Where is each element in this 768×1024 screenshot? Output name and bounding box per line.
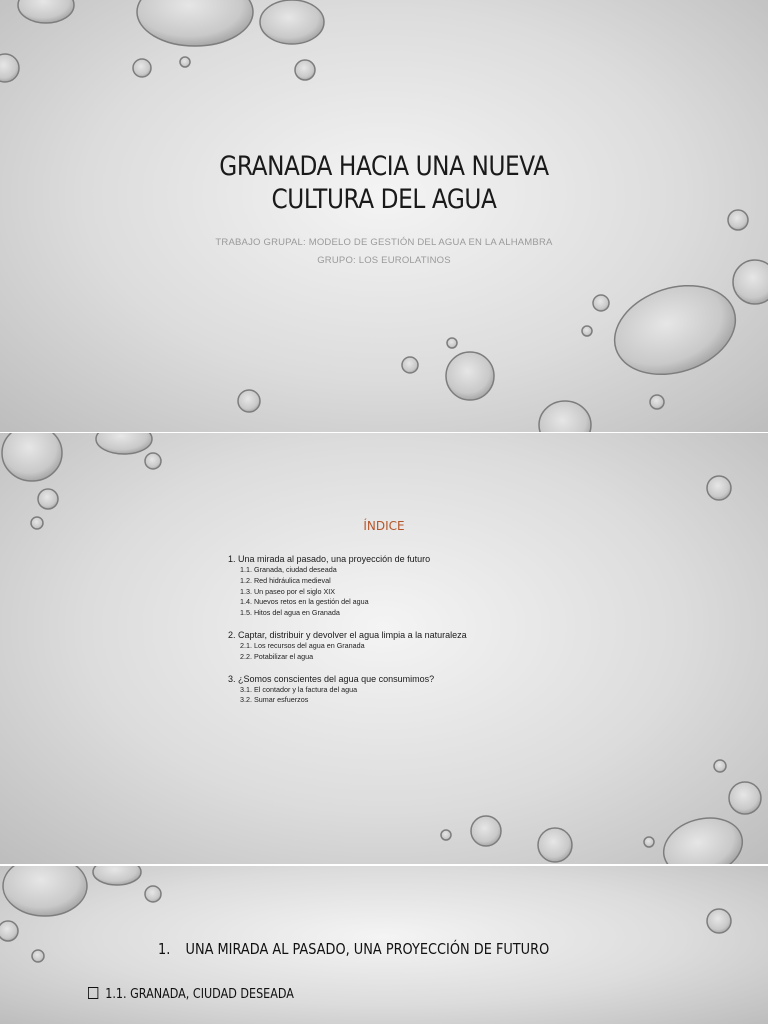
toc-item: 1.5. Hitos del agua en Granada — [240, 608, 340, 618]
toc-item: 3.2. Sumar esfuerzos — [240, 695, 309, 705]
water-drop — [644, 837, 654, 847]
section-number: 1. — [158, 940, 171, 958]
water-drop — [295, 60, 315, 80]
water-drop — [707, 476, 731, 500]
water-drop — [133, 59, 151, 77]
toc-section-title: 3. ¿Somos conscientes del agua que consumimos? — [228, 673, 435, 684]
title-line: CULTURA DEL AGUA — [271, 184, 497, 215]
water-drop — [96, 433, 152, 454]
water-drop — [93, 866, 141, 885]
water-drop — [2, 433, 62, 481]
toc-item: 2.2. Potabilizar el agua — [240, 651, 314, 661]
toc-item: 1.1. Granada, ciudad deseada — [240, 565, 337, 574]
table-of-contents — [228, 553, 558, 716]
toc-item: 2.1. Los recursos del agua en Granada — [240, 640, 365, 650]
section-slide — [0, 866, 768, 1024]
index-slide — [0, 433, 768, 864]
title-line: GRANADA HACIA UNA NUEVA — [219, 151, 549, 182]
water-drop — [18, 0, 74, 23]
toc-section-title: 2. Captar, distribuir y devolver el agua limpia a la naturaleza — [228, 629, 467, 640]
section-heading — [158, 940, 549, 958]
water-drop — [0, 54, 19, 82]
water-drop — [145, 453, 161, 469]
water-drop — [539, 401, 591, 432]
water-drop — [441, 830, 451, 840]
toc-item: 1.4. Nuevos retos en la gestión del agua — [240, 597, 369, 607]
subtitle-line: GRUPO: LOS EUROLATINOS — [317, 255, 451, 266]
water-drop — [260, 0, 324, 44]
section-title: UNA MIRADA AL PASADO, UNA PROYECCIÓN DE FUTURO — [185, 940, 550, 958]
water-drop — [0, 921, 18, 941]
water-drop — [707, 909, 731, 933]
water-drop — [402, 357, 418, 373]
toc-section-title: 1. Una mirada al pasado, una proyección de futuro — [228, 554, 431, 564]
water-drop — [137, 0, 253, 46]
water-drop — [3, 866, 87, 916]
water-drop — [38, 489, 58, 509]
toc-item: 3.1. El contador y la factura del agua — [240, 684, 358, 694]
toc-item: 1.3. Un paseo por el siglo XIX — [240, 586, 336, 596]
water-drop — [32, 950, 44, 962]
water-drop — [603, 271, 747, 389]
index-heading: ÍNDICE — [363, 519, 405, 533]
title-slide — [0, 0, 768, 432]
presentation-title — [54, 150, 714, 216]
water-drop — [650, 395, 664, 409]
water-drop — [728, 210, 748, 230]
water-drop — [582, 326, 592, 336]
water-drop — [471, 816, 501, 846]
checkbox-bullet-icon — [88, 987, 98, 999]
subsection-bullet — [88, 987, 294, 1002]
water-drop — [145, 886, 161, 902]
toc-subsection-list — [240, 565, 558, 619]
toc-subsection-list — [240, 641, 558, 663]
water-drop — [729, 782, 761, 814]
water-drop — [657, 810, 749, 864]
water-drop — [180, 57, 190, 67]
subsection-title: 1.1. GRANADA, CIUDAD DESEADA — [105, 987, 294, 1002]
water-drop — [538, 828, 572, 862]
toc-item: 1.2. Red hidráulica medieval — [240, 575, 331, 585]
toc-subsection-list — [240, 685, 558, 707]
water-drop — [733, 260, 768, 304]
water-drops-decoration — [0, 0, 768, 432]
water-drop — [593, 295, 609, 311]
water-drop — [238, 390, 260, 412]
subtitle-line: TRABAJO GRUPAL: MODELO DE GESTIÓN DEL AGUA EN LA ALHAMBRA — [215, 237, 553, 248]
water-drop — [714, 760, 726, 772]
water-drop — [446, 352, 494, 400]
water-drop — [447, 338, 457, 348]
